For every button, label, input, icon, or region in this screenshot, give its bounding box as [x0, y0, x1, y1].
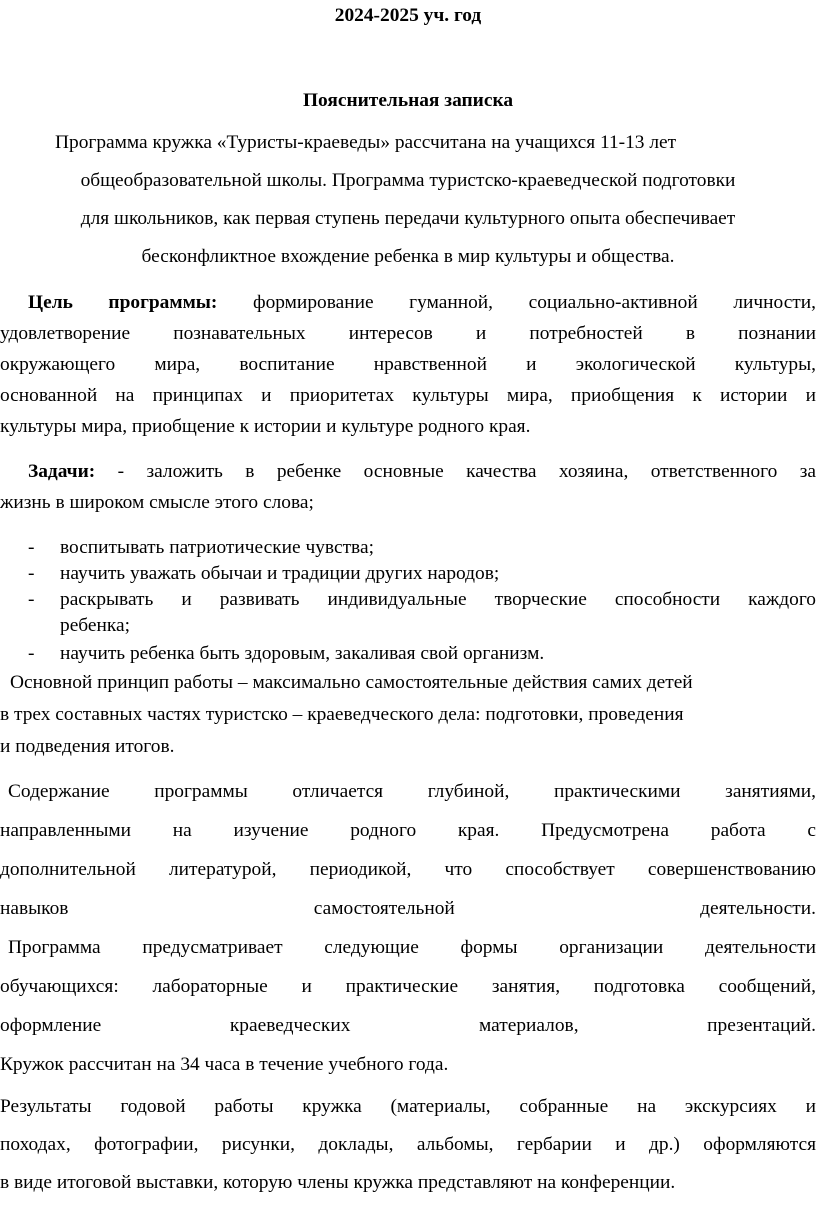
task-item-text: научить уважать обычаи и традиции других народов;: [60, 563, 500, 584]
content-line-3: дополнительной литературой, периодикой, что способствует совершенствованию: [0, 859, 816, 880]
goal-label: Цель программы:: [28, 292, 218, 313]
goal-line-2: удовлетворение познавательных интересов и потребностей в познании: [0, 323, 816, 344]
content-line-4: навыков самостоятельной деятельности.: [0, 898, 816, 919]
task-item-3: [28, 587, 816, 613]
intro-line-2: общеобразовательной школы. Программа туристско-краеведческой подготовки: [80, 170, 736, 191]
results-line-1: Результаты годовой работы кружка (материалы, собранные на экскурсиях и: [0, 1096, 816, 1117]
principle-line-1: Основной принцип работы – максимально самостоятельные действия самих детей: [10, 672, 693, 693]
goal-line-3: окружающего мира, воспитание нравственной и экологической культуры,: [0, 354, 816, 375]
tasks-text-1: - заложить в ребенке основные качества хозяина, ответственного за: [95, 461, 816, 482]
task-item-4: [28, 641, 816, 667]
intro-line-3: для школьников, как первая ступень передачи культурного опыта обеспечивает: [80, 208, 736, 229]
intro-line-4: бесконфликтное вхождение ребенка в мир культуры и общества.: [141, 246, 675, 267]
results-line-2: походах, фотографии, рисунки, доклады, альбомы, гербарии и др.) оформляются: [0, 1134, 816, 1155]
task-item-1: [28, 535, 816, 561]
principle-line-2: в трех составных частях туристско – краеведческого дела: подготовки, проведения: [0, 704, 684, 725]
goal-text-1: формирование гуманной, социально-активной личности,: [217, 292, 816, 313]
task-item-text: воспитывать патриотические чувства;: [60, 537, 374, 558]
list-dash: -: [28, 537, 35, 558]
task-item-2: [28, 561, 816, 587]
content-line-1: Содержание программы отличается глубиной, практическими занятиями,: [8, 781, 816, 802]
document-year: 2024-2025 уч. год: [334, 5, 482, 26]
goal-line-5: культуры мира, приобщение к истории и культуре родного края.: [0, 416, 531, 437]
list-dash: -: [28, 563, 35, 584]
content-line-5: Программа предусматривает следующие формы организации деятельности: [8, 937, 816, 958]
goal-line-1: [0, 287, 816, 318]
results-line-3: в виде итоговой выставки, которую члены кружка представляют на конференции.: [0, 1172, 676, 1193]
goal-line-4: основанной на принципах и приоритетах культуры мира, приобщения к истории и: [0, 385, 816, 406]
list-dash: -: [28, 643, 35, 664]
task-item-3-cont: [28, 613, 816, 639]
content-line-2: направленными на изучение родного края. Предусмотрена работа с: [0, 820, 816, 841]
task-item-text: ребенка;: [60, 615, 131, 636]
content-line-6: обучающихся: лабораторные и практические занятия, подготовка сообщений,: [0, 976, 816, 997]
tasks-line-2: жизнь в широком смысле этого слова;: [0, 492, 314, 513]
list-dash: -: [28, 589, 35, 610]
tasks-label: Задачи:: [28, 461, 96, 482]
content-line-7: оформление краеведческих материалов, презентаций.: [0, 1015, 816, 1036]
intro-line-1: Программа кружка «Туристы-краеведы» рассчитана на учащихся 11-13 лет: [55, 132, 677, 153]
principle-line-3: и подведения итогов.: [0, 736, 175, 757]
tasks-line-1: [0, 456, 816, 487]
document-heading: Пояснительная записка: [302, 90, 514, 111]
task-item-text: научить ребенка быть здоровым, закаливая свой организм.: [60, 643, 545, 664]
content-line-8: Кружок рассчитан на 34 часа в течение учебного года.: [0, 1054, 449, 1075]
task-item-text: раскрывать и развивать индивидуальные творческие способности каждого: [60, 589, 816, 610]
